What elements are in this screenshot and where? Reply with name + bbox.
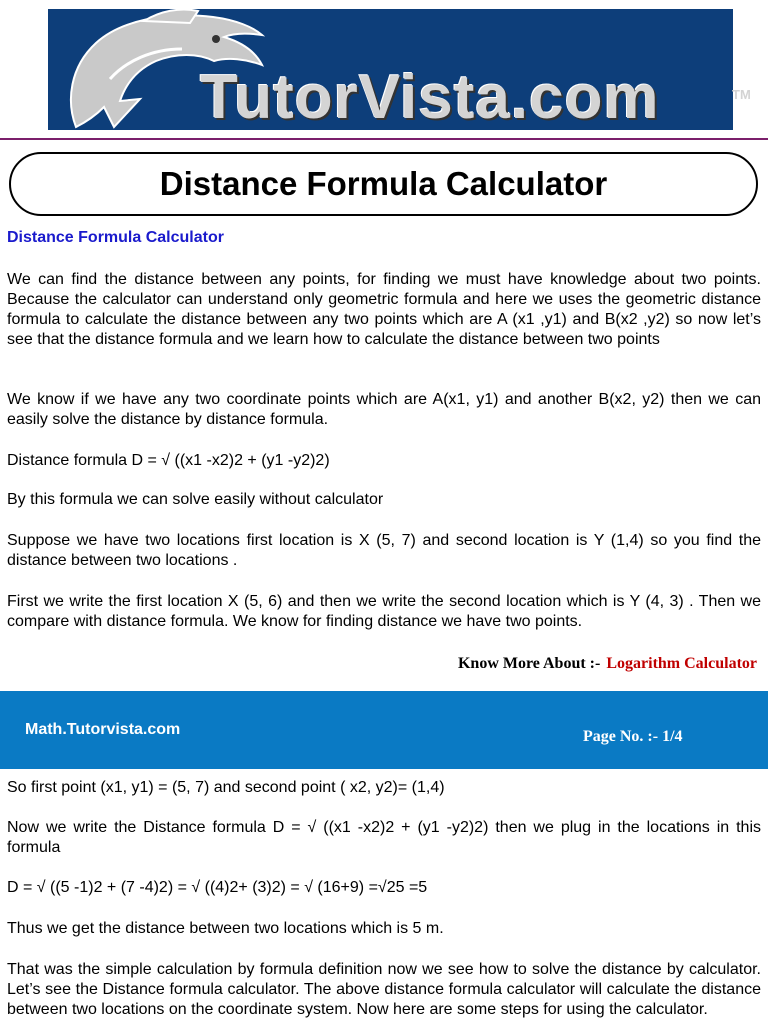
logarithm-calculator-link[interactable]: Logarithm Calculator bbox=[606, 655, 757, 672]
section-heading: Distance Formula Calculator bbox=[7, 229, 224, 246]
paragraph-calculation: D = √ ((5 -1)2 + (7 -4)2) = √ ((4)2+ (3)2) = √ (16+9) =√25 =5 bbox=[7, 879, 428, 896]
logo-tm-mark: TM bbox=[732, 87, 751, 102]
paragraph-formula: Distance formula D = √ ((x1 -x2)2 + (y1 -y2)2) bbox=[7, 452, 330, 469]
paragraph-calculator-steps: That was the simple calculation by formula definition now we see how to solve the distance by calculator. Let’s see the Distance formula calculator. The above distance formula calculator will calculate the distance between two locations on the coordinate system. Now here are some steps for using the calculator. bbox=[7, 961, 761, 1018]
paragraph-no-calculator: By this formula we can solve easily without calculator bbox=[7, 491, 384, 508]
paragraph-coordinates: We know if we have any two coordinate points which are A(x1, y1) and another B(x2, y2) then we can easily solve the distance by distance formula. bbox=[7, 391, 761, 428]
paragraph-result: Thus we get the distance between two locations which is 5 m. bbox=[7, 920, 444, 937]
tutorvista-logo[interactable] bbox=[48, 9, 751, 132]
top-divider bbox=[0, 138, 768, 140]
paragraph-plug-in: Now we write the Distance formula D = √ ((x1 -x2)2 + (y1 -y2)2) then we plug in the locations in this formula bbox=[7, 819, 761, 856]
paragraph-locations: Suppose we have two locations first location is X (5, 7) and second location is Y (1,4) so you find the distance between two locations . bbox=[7, 532, 761, 569]
paragraph-intro: We can find the distance between any points, for finding we must have knowledge about two points. Because the calculator can understand only geometric formula and here we uses the geometric distance formula to calculate the distance between any two points which are A (x1 ,y1) and B(x2 ,y2) so now let’s see that the distance formula and we learn how to calculate the distance between two points bbox=[7, 271, 761, 348]
footer-page-number: Page No. :- 1/4 bbox=[583, 728, 683, 745]
know-more bbox=[458, 655, 757, 673]
paragraph-compare: First we write the first location X (5, 6) and then we write the second location which is Y (4, 3) . Then we compare with distance formula. We know for finding distance we have two points. bbox=[7, 593, 761, 630]
paragraph-points: So first point (x1, y1) = (5, 7) and second point ( x2, y2)= (1,4) bbox=[7, 779, 445, 796]
page-title: Distance Formula Calculator bbox=[159, 165, 608, 202]
logo-brand-text: TutorVista.com bbox=[200, 63, 660, 132]
footer-site-link[interactable]: Math.Tutorvista.com bbox=[25, 721, 181, 738]
page-footer bbox=[0, 691, 768, 769]
know-more-label: Know More About :- bbox=[457, 655, 601, 672]
title-banner bbox=[9, 152, 758, 216]
